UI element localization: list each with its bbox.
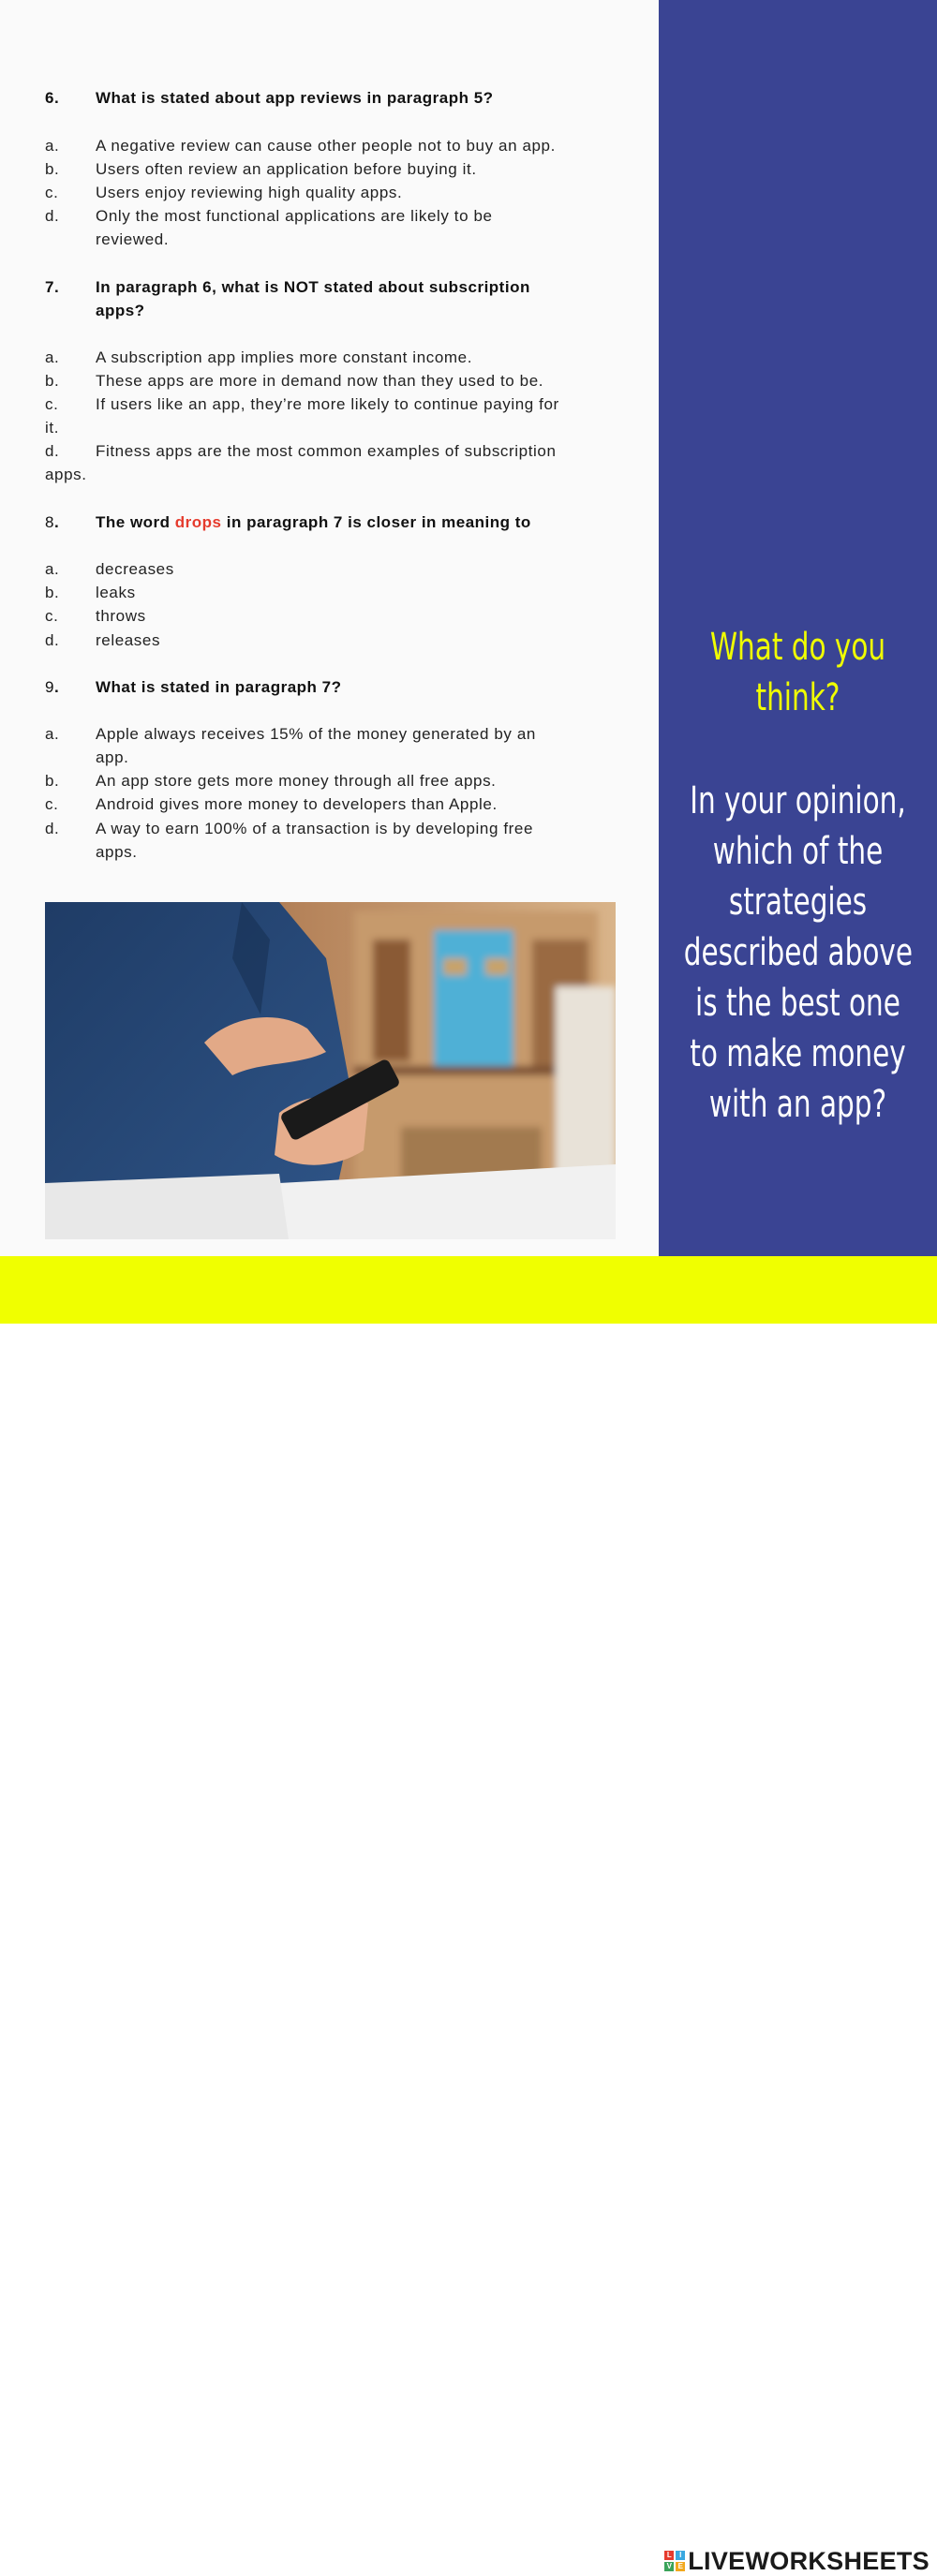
question-9-number-suffix: .	[53, 678, 60, 696]
sidebar-heading: What do you think?	[709, 626, 886, 719]
highlighted-word: drops	[174, 513, 222, 531]
question-8-number: 8	[45, 513, 54, 531]
sidebar-question: In your opinion, which of the strategies described above is the best one to make money with an app?	[683, 779, 914, 1126]
liveworksheets-logo-text: LIVEWORKSHEETS	[688, 2546, 930, 2575]
photo-illustration	[45, 902, 616, 1239]
liveworksheets-logo[interactable]	[664, 2547, 930, 2575]
opinion-sidebar	[659, 0, 937, 1256]
question-8-prompt-after: in paragraph 7 is closer in meaning to	[221, 513, 531, 531]
man-using-smartphone-photo	[45, 902, 616, 1239]
question-9-number: 9	[45, 678, 54, 696]
liveworksheets-logo-icon: L I V E	[664, 2551, 685, 2571]
question-8-number-suffix: .	[53, 513, 60, 531]
question-8-prompt-before: The word	[96, 513, 175, 531]
worksheet-content: 6. What is stated about app reviews in paragraph 5? a. A negative review can cause other people not to buy an app. b. Users often review an application before buying it. c. Users enjoy reviewing high quality apps. d. Only the most functional applications are likely to be reviewed. 7. In paragraph 6, what is NOT stated about subscription apps? a. A subscription app implies more constant income. b. These apps are more in demand now than they used to be. c. If users like an app, they’re more likely to continue paying for it. d. Fitness apps are the most common examples of subscription apps. 8. The word drops in paragraph 7 is closer in meaning to a. decreases b. leaks c. throws d. releases 9. What is stated in paragraph 7? a. Apple always receives 15% of the money generated by an app. b. An app store gets more money through all free apps. c. Android gives more money to developers than Apple. d. A way to earn 100% of a transaction is by developing free apps.	[0, 0, 659, 1256]
footer-bar	[0, 1256, 937, 2575]
